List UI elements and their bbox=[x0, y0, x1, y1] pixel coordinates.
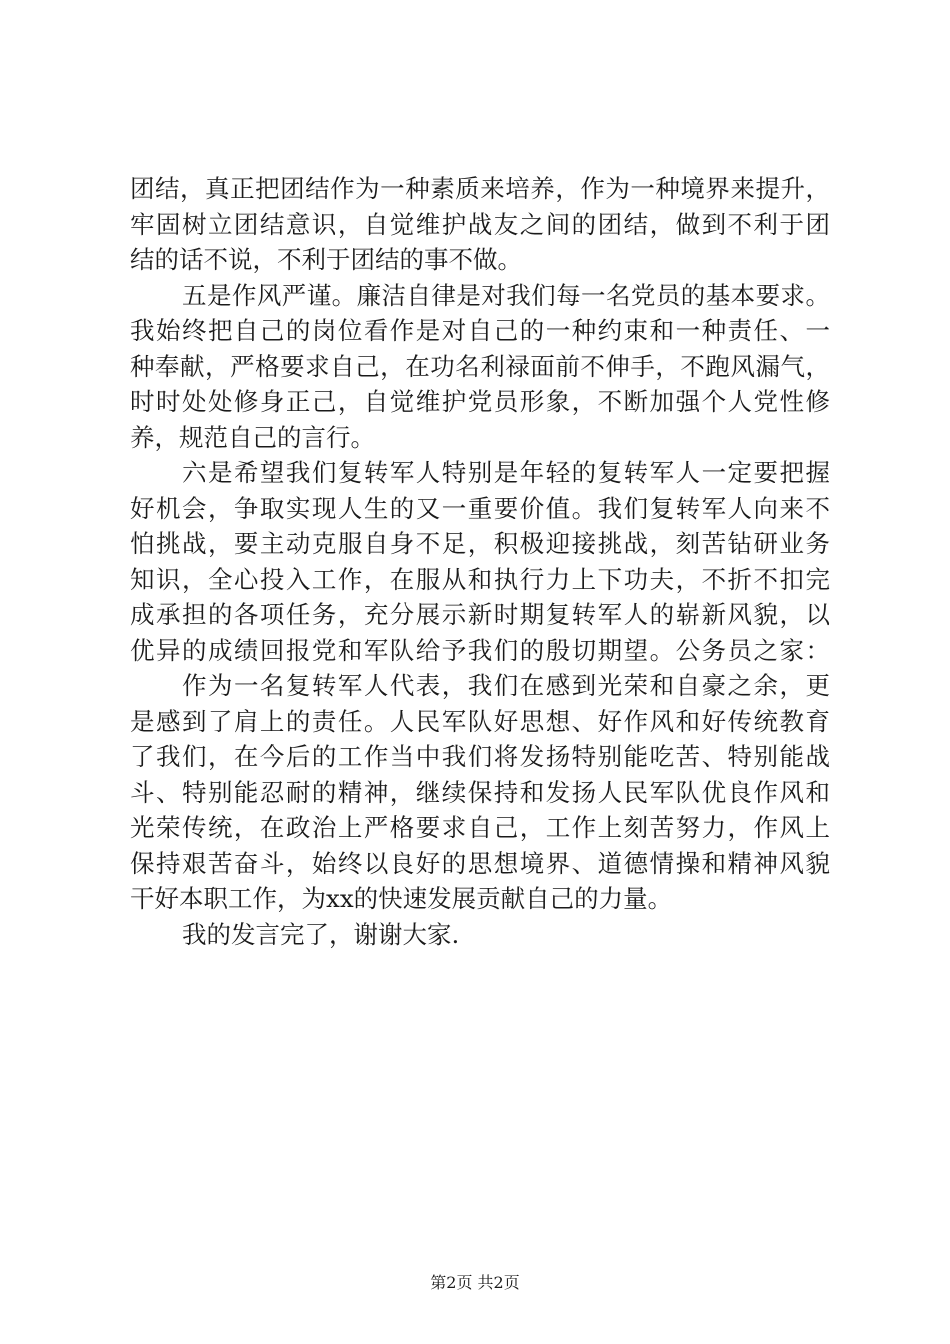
page-number-footer: 第2页 共2页 bbox=[430, 1273, 520, 1292]
paragraph-start-line: 六是希望我们复转军人特别是年轻的复转军人一定要把握 bbox=[182, 458, 830, 487]
text-line: 好机会，争取实现人生的又一重要价值。我们复转军人向来不 bbox=[130, 493, 830, 523]
paragraph-start-line: 五是作风严谨。廉洁自律是对我们每一名党员的基本要求。 bbox=[182, 280, 830, 310]
text-line: 种奉献，严格要求自己，在功名利禄面前不伸手，不跑风漏气， bbox=[130, 351, 830, 381]
text-line: 我始终把自己的岗位看作是对自己的一种约束和一种责任、一 bbox=[130, 316, 830, 345]
text-line: 知识，全心投入工作，在服从和执行力上下功夫，不折不扣完 bbox=[130, 564, 830, 594]
text-line: 牢固树立团结意识，自觉维护战友之间的团结，做到不利于团 bbox=[130, 209, 830, 239]
text-line: 斗、特别能忍耐的精神，继续保持和发扬人民军队优良作风和 bbox=[130, 777, 830, 807]
text-line: 保持艰苦奋斗，始终以良好的思想境界、道德情操和精神风貌 bbox=[130, 848, 830, 878]
text-line: 优异的成绩回报党和军队给予我们的殷切期望。公务员之家： bbox=[130, 635, 830, 665]
text-line: 干好本职工作，为xx的快速发展贡献自己的力量。 bbox=[130, 884, 673, 913]
text-line: 成承担的各项任务，充分展示新时期复转军人的崭新风貌，以 bbox=[130, 600, 830, 629]
closing-line: 我的发言完了，谢谢大家. bbox=[182, 919, 460, 949]
text-line: 怕挑战，要主动克服自身不足，积极迎接挑战，刻苦钻研业务 bbox=[130, 529, 830, 558]
text-line: 是感到了肩上的责任。人民军队好思想、好作风和好传统教育 bbox=[130, 706, 830, 736]
text-line: 时时处处修身正己，自觉维护党员形象，不断加强个人党性修 bbox=[130, 387, 830, 416]
paragraph-start-line: 作为一名复转军人代表，我们在感到光荣和自豪之余，更 bbox=[182, 671, 830, 700]
text-line: 光荣传统，在政治上严格要求自己，工作上刻苦努力，作风上 bbox=[130, 813, 830, 842]
text-line: 结的话不说，不利于团结的事不做。 bbox=[130, 245, 522, 274]
text-line: 团结，真正把团结作为一种素质来培养，作为一种境界来提升， bbox=[130, 174, 830, 203]
text-line: 了我们，在今后的工作当中我们将发扬特别能吃苦、特别能战 bbox=[130, 742, 830, 771]
document-body bbox=[130, 171, 830, 952]
text-line: 养，规范自己的言行。 bbox=[130, 422, 375, 452]
